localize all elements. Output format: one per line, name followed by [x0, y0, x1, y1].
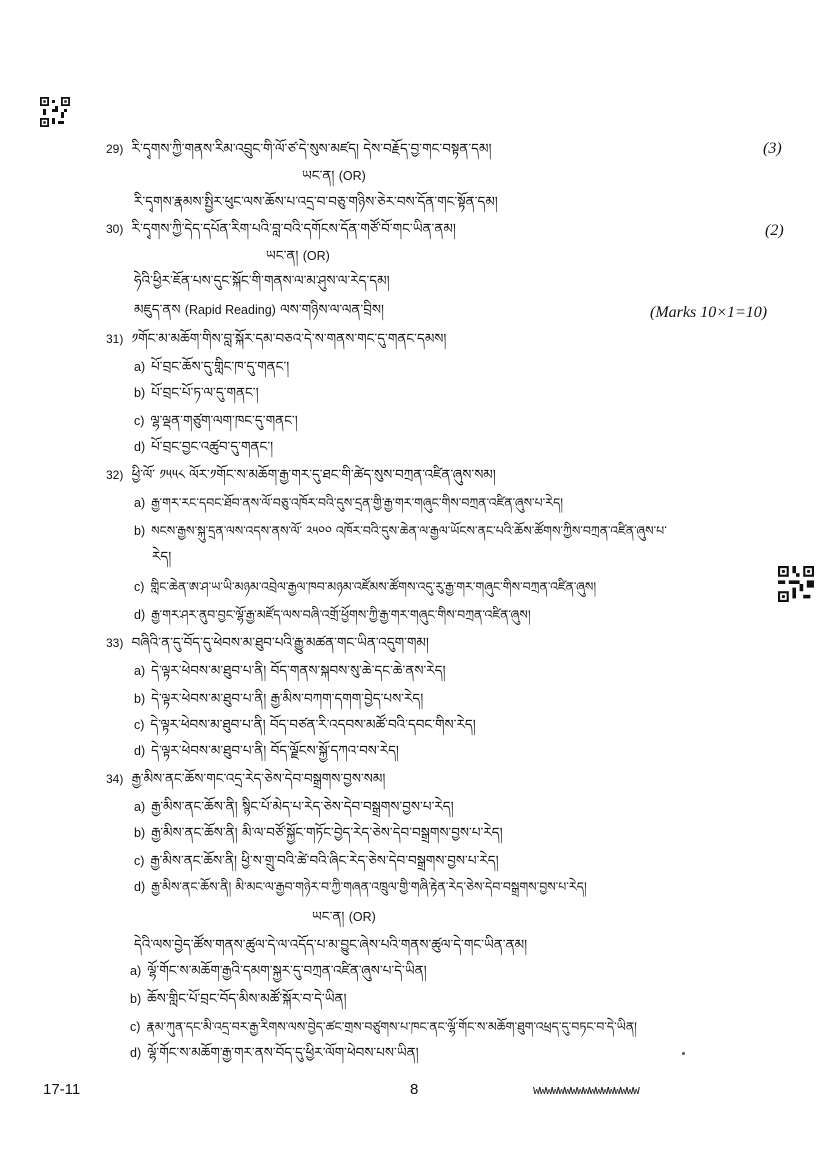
option: b) སངས་རྒྱས་སྐུ་དྲན་ལས་འདས་ནས་ལོ་ ༢༥༠༠ འཁོར་བའི་དུས་ཆེན་ལ་རྒྱལ་ཡོངས་ནང་པའི་ཆོས་ཚོགས་ཀྱིས་བཀྲན་འཛིན་ཞུས་པ་	[134, 523, 667, 538]
option: c) དེ་ལྟར་ཕེབས་མ་ཐུབ་པ་ནི། བོད་བཙན་རི་འདབས་མཚོ་བའི་དབང་གིས་རེད།	[134, 717, 476, 733]
alternative-question: རི་དྭགས་རྣམས་སྤྱིར་ཕུང་ལས་ཆོས་པ་འདྲ་བ་བཅུ་གཉིས་ཅེར་བས་དོན་གང་སྟོན་དམ།	[134, 194, 498, 210]
option: c) རྒྱ་མིས་ནང་ཆོས་ནི། ཕྱི་ས་གྲུ་བའི་ཚེ་བའི་ཞིང་རེད་ཅེས་དེབ་བསྒྲགས་བྱས་པ་རེད།	[134, 853, 499, 869]
option: b) པོ་བྲང་པོ་ཏ་ལ་དུ་གནང་།	[134, 385, 259, 401]
question-marks: (3)	[763, 140, 782, 157]
alternative-question: དེའི་ལས་བྱེད་ཚོས་གནས་ཚུལ་དེ་ལ་འདོད་པ་མ་བྱུང་ཞེས་པའི་གནས་ཚུལ་དེ་གང་ཡིན་ནམ།	[134, 937, 528, 953]
question-29	[106, 140, 491, 158]
scan-dot	[682, 1052, 685, 1055]
question-34	[106, 770, 385, 788]
signature-scribble: wwwwwwwwwwwwwwwww	[533, 1083, 639, 1097]
question-text: རི་དྭགས་ཀྱི་དེད་དཔོན་རིག་པའི་བླ་བའི་དགོངས་དོན་གཙོ་བོ་གང་ཡིན་ནམ།	[131, 221, 456, 237]
question-number: 31)	[106, 332, 124, 346]
question-text: ཕྱི་ལོ་ ༡༥༥༨ ལོར་༡གོང་ས་མཆོག་རྒྱ་གར་དུ་ཐང་གི་ཚེད་སུས་བཀྲན་འཛིན་ཞུས་སམ།	[131, 467, 496, 483]
option: a) རྒྱ་གར་རང་དབང་ཐོབ་ནས་ལོ་བཅུ་འཁོར་བའི་དུས་དྲན་གྱི་རྒྱ་གར་གཞུང་གིས་བཀྲན་འཛིན་ཞུས་པ་རེད།	[134, 495, 564, 510]
option: d) པོ་བྲང་བྱང་འཚུབ་དུ་གནང་།	[134, 439, 274, 455]
or-divider: ཡང་ན། (OR)	[312, 909, 376, 925]
option: a) ལྷོ་གོང་ས་མཆོག་རྒྱའི་དམག་སྐྱར་དུ་བཀྲན་འཛིན་ཞུས་པ་དེ་ཡིན།	[130, 963, 427, 979]
option: d) རྒྱ་མིས་ནང་ཆོས་ནི། མི་མང་ལ་རྒྱབ་གཉེར་བ་ཀྱི་གཞན་འཁྲུལ་གྱི་གཞི་རྟེན་རེད་ཅེས་དེབ་བསྒྲགས་བྱས་པ་རེད།	[134, 879, 587, 894]
question-number: 30)	[106, 222, 124, 236]
option: b) རྒྱ་མིས་ནང་ཆོས་ནི། མི་ལ་བཙོ་སྐྱོང་གཏོང་བྱེད་རེད་ཅེས་དེབ་བསྒྲགས་བྱས་པ་རེད།	[134, 825, 503, 841]
question-marks: (2)	[765, 222, 784, 239]
section-title: མཇུད་ནས (Rapid Reading) ལས་གཉིས་ལ་ལན་བྲིས།	[134, 302, 384, 318]
question-number: 34)	[106, 772, 124, 786]
question-text: བཞིའི་ན་དུ་བོད་དུ་ཕེབས་མ་ཐུབ་པའི་རྒྱུ་མཚན་གང་ཡིན་འདུག་གམ།	[131, 635, 429, 651]
alternative-question: ཧེའི་ཕྱིར་ཇོན་པས་དུང་སྐོང་གི་གནས་ལ་མ་ཤུས་ལ་རེད་དམ།	[134, 273, 390, 289]
qr-code-icon	[40, 97, 70, 127]
question-number: 33)	[106, 636, 124, 650]
question-33	[106, 634, 429, 652]
question-number: 29)	[106, 142, 124, 156]
or-divider: ཡང་ན། (OR)	[266, 248, 330, 264]
option: c) རྣམ་ཀུན་དང་མི་འདྲ་བར་རྒྱ་རིགས་ལས་བྱེད་ཚང་གྲས་བཙུགས་པ་ཁང་ནང་ལྷོ་གོང་ས་མཆོག་ཐུག་འཕྲད་དུ་བཏང་བ་དེ་ཡིན།	[130, 1019, 637, 1034]
or-divider: ཡང་ན། (OR)	[302, 168, 366, 184]
option: d) རྒྱ་གར་ཤར་ནུབ་བྱང་ལྷོ་རྒྱ་མཛོད་ལས་བཞི་འགྲོ་ཕྱོགས་ཀྱི་རྒྱ་གར་གཞུང་གིས་བཀྲན་འཛིན་ཞུས།	[134, 607, 531, 622]
option: a) རྒྱ་མིས་ནང་ཆོས་ནི། སྙིང་པོ་མེད་པ་རེད་ཅེས་དེབ་བསྒྲགས་བྱས་པ་རེད།	[134, 799, 454, 815]
question-30	[106, 220, 456, 238]
question-32	[106, 466, 496, 484]
option: c) ལྷ་ལྡན་གཙུག་ལག་ཁང་དུ་གནང་།	[134, 413, 298, 429]
option: a) པོ་བྲང་ཆོས་དུ་གླིང་ཁ་དུ་གནང་།	[134, 359, 290, 375]
option: b) ཆོས་གླིང་པོ་བྲང་བོད་མིས་མཚོ་སྐོར་བ་དེ་ཡིན།	[130, 991, 347, 1007]
option: a) དེ་ལྟར་ཕེབས་མ་ཐུབ་པ་ནི། བོད་གནས་སྐབས་སུ་ཆེ་དང་ཆེ་ནས་རེད།	[134, 663, 446, 679]
section-marks: (Marks 10×1=10)	[650, 304, 768, 321]
footer-code: 17-11	[43, 1081, 81, 1098]
option: b) དེ་ལྟར་ཕེབས་མ་ཐུབ་པ་ནི། རྒྱ་མིས་བཀག་དགག་བྱེད་པས་རེད།	[134, 691, 424, 707]
option-continuation: རེད།	[152, 549, 172, 565]
question-31	[106, 330, 446, 348]
page-number: 8	[410, 1081, 419, 1098]
qr-code-icon	[778, 566, 814, 602]
question-text: རི་དྭགས་ཀྱི་གནས་རིམ་འབྲུང་གི་ལོ་ཙ་དེ་སུས་མཛད། དེས་བརྗོད་བྱ་གང་བསྟན་དམ།	[131, 141, 492, 157]
option: d) ལྷོ་གོང་ས་མཆོག་རྒྱ་གར་ནས་བོད་དུ་ཕྱིར་ལོག་ཕེབས་པས་ཡིན།	[130, 1045, 419, 1061]
question-text: ༡གོང་མ་མཆོག་གིས་བླ་སྐོར་དམ་བཅའ་དེ་ས་གནས་གང་དུ་གནང་དམས།	[131, 331, 447, 347]
option: d) དེ་ལྟར་ཕེབས་མ་ཐུབ་པ་ནི། བོད་ལྗོངས་སྐྱོ་དཀའ་བས་རེད།	[134, 743, 399, 759]
option: c) གླིང་ཆེན་ཨ་ཤ་ཡ་ཡི་མཉམ་འབྲེལ་རྒྱལ་ཁབ་མཉམ་འཛོམས་ཚོགས་འདུ་རུ་རྒྱ་གར་གཞུང་གིས་བཀྲན་འཛིན་ཞུས།	[134, 579, 597, 594]
question-text: རྒྱ་མིས་ནང་ཆོས་གང་འདྲ་རེད་ཅེས་དེབ་བསྒྲགས་བྱས་སམ།	[131, 771, 386, 787]
question-number: 32)	[106, 468, 124, 482]
